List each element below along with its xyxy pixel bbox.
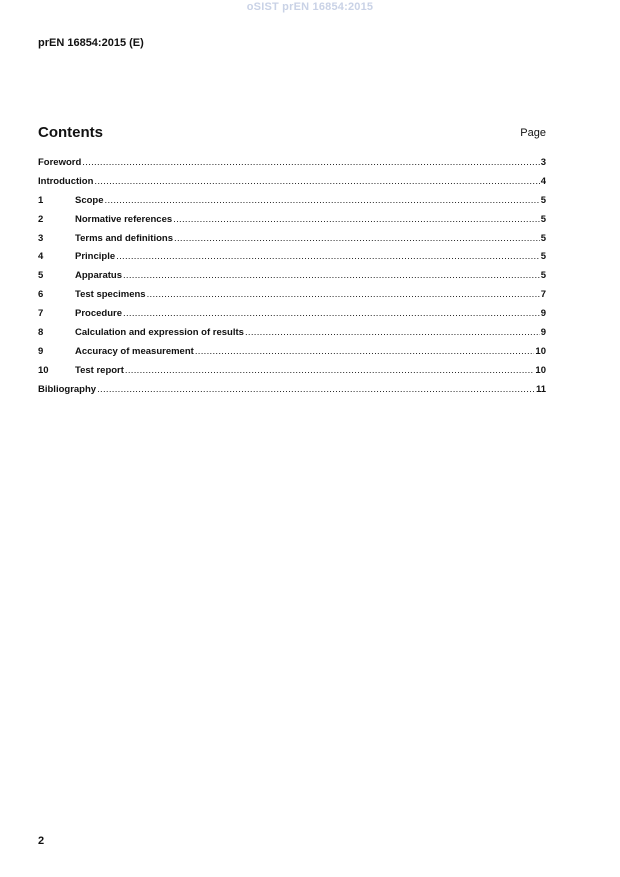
toc-entry-title: Normative references: [75, 213, 173, 225]
toc-entry-title: Test specimens: [75, 289, 146, 301]
toc-entry[interactable]: [38, 345, 546, 364]
toc-entry-title: Calculation and expression of results: [75, 327, 244, 339]
toc-dot-leader: [97, 383, 535, 397]
toc-entry-page: 10: [535, 345, 546, 357]
toc-entry-number: 9: [38, 345, 44, 357]
toc-entry[interactable]: [38, 269, 546, 288]
toc-dot-leader: [245, 326, 540, 340]
toc-entry-page: 9: [540, 327, 546, 339]
toc-entry-title: Test report: [75, 364, 124, 376]
toc-entry-page: 5: [540, 194, 546, 206]
toc-dot-leader: [173, 213, 540, 227]
toc-dot-leader: [116, 250, 540, 264]
toc-dot-leader: [125, 364, 535, 378]
toc-entry[interactable]: [38, 326, 546, 345]
document-identifier: prEN 16854:2015 (E): [38, 37, 144, 49]
toc-entry-number: 8: [38, 327, 44, 339]
toc-entry-number: 4: [38, 251, 44, 263]
toc-dot-leader: [123, 307, 540, 321]
toc-dot-leader: [105, 194, 540, 208]
toc-entry-title: Bibliography: [38, 383, 97, 395]
watermark: oSIST prEN 16854:2015: [246, 1, 374, 13]
toc-entry[interactable]: [38, 364, 546, 383]
toc-entry-title: Principle: [75, 251, 116, 263]
toc-entry-page: 5: [540, 270, 546, 282]
toc-entry-page: 11: [535, 383, 546, 395]
toc-entry-number: 7: [38, 308, 44, 320]
toc-entry-title: Procedure: [75, 308, 122, 320]
toc-entry-page: 3: [540, 157, 546, 168]
toc-entry-title: Scope: [75, 194, 104, 206]
toc-entry-page: 5: [540, 251, 546, 263]
toc-entry-number: 3: [38, 232, 44, 244]
toc-dot-leader: [174, 232, 540, 246]
toc-dot-leader: [195, 345, 535, 359]
toc-entry[interactable]: [38, 194, 546, 213]
toc-entry-page: 10: [535, 364, 546, 376]
toc-dot-leader: [94, 175, 539, 189]
toc-entry-title: Foreword: [38, 157, 82, 168]
toc-entry[interactable]: [38, 250, 546, 269]
toc-entry[interactable]: [38, 288, 546, 307]
toc-entry[interactable]: [38, 383, 546, 402]
toc-entry-page: 7: [540, 289, 546, 301]
toc-entry-page: 9: [540, 308, 546, 320]
toc-entry-number: 1: [38, 194, 44, 206]
table-of-contents: [38, 156, 546, 402]
toc-entry[interactable]: [38, 307, 546, 326]
toc-entry-title: Apparatus: [75, 270, 122, 282]
page-column-label: Page: [520, 127, 546, 139]
toc-entry[interactable]: [38, 232, 546, 251]
contents-heading: [38, 124, 546, 142]
toc-entry-number: 2: [38, 213, 44, 225]
toc-entry[interactable]: [38, 175, 546, 194]
toc-dot-leader: [82, 156, 539, 170]
contents-title: Contents: [38, 124, 103, 141]
toc-entry-number: 5: [38, 270, 44, 282]
toc-entry-title: Accuracy of measurement: [75, 345, 194, 357]
toc-entry-number: 6: [38, 289, 44, 301]
toc-dot-leader: [123, 269, 540, 283]
toc-entry-title: Introduction: [38, 175, 94, 187]
toc-entry-page: 5: [540, 232, 546, 244]
toc-dot-leader: [147, 288, 540, 302]
toc-entry-number: 10: [38, 364, 49, 376]
toc-entry-title: Terms and definitions: [75, 232, 174, 244]
toc-entry-page: 4: [540, 175, 546, 187]
page-number: 2: [38, 835, 45, 847]
toc-entry[interactable]: [38, 213, 546, 232]
toc-entry-page: 5: [540, 213, 546, 225]
toc-entry[interactable]: [38, 156, 546, 175]
